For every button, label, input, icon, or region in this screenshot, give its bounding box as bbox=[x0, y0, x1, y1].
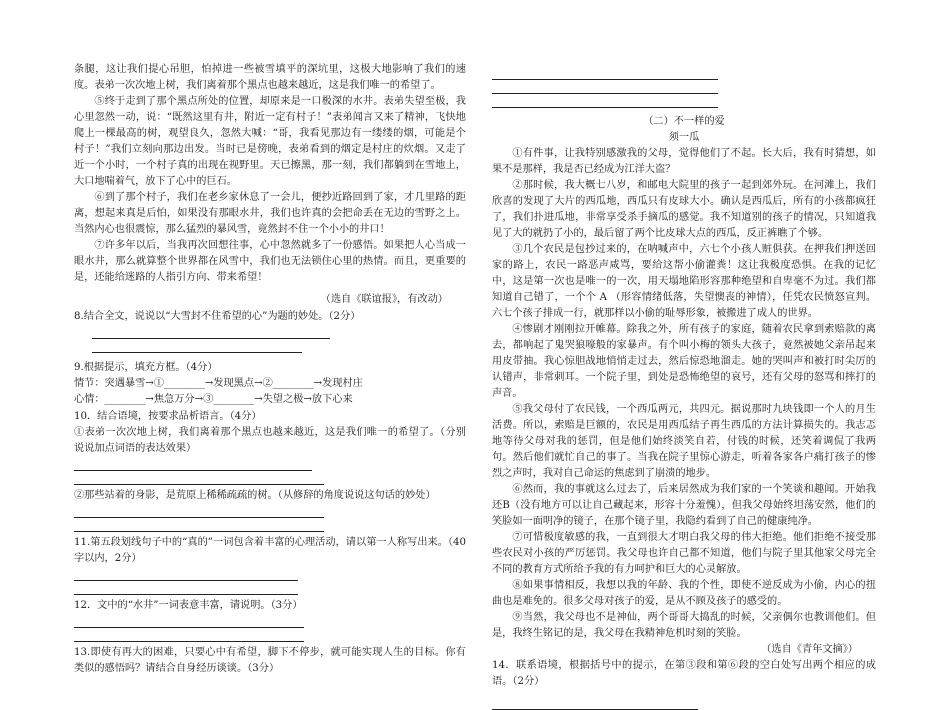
answer-line[interactable] bbox=[74, 518, 324, 532]
question-9: 9.根据提示，填充方框。（4分） bbox=[74, 362, 218, 373]
answer-line[interactable] bbox=[74, 504, 324, 518]
answer-line[interactable] bbox=[74, 614, 304, 628]
article-paragraph-1: ①有件事，让我特别感激我的父母，觉得他们了不起。长大后，我有时猜想，如果不是那样，我是否已经成为江洋大盗？ bbox=[492, 148, 876, 175]
article-author: 须一瓜 bbox=[668, 132, 700, 143]
answer-line[interactable] bbox=[492, 80, 718, 94]
answer-line[interactable] bbox=[74, 471, 324, 485]
article-paragraph-6: ⑥然而，我的事就这么过去了，后来居然成为我们家的一个笑谈和趣闻。开始我还B（没有地方可以让自己藏起来，形容十分羞愧），但我父母始终坦荡安然，他们的笑脸如一面明净的镜子，在那个镜子里，我隐约看到了自己的健康纯净。 bbox=[492, 484, 876, 527]
answer-line[interactable] bbox=[74, 567, 298, 581]
article-paragraph-3: ③几个农民是包抄过来的，在呐喊声中，六七个小孩人赃俱获。在押我们押送回家的路上，农民一路恶声咸骂，要给这帮小偷灌粪！这让我极度恐惧。在我的记忆中，这是第一次也是唯一的一次，用天塌地陷形容那种绝望和自卑毫不为过。我们都知道自己错了，一个个 A （形容情绪低落，失望懊丧的神情），任凭农民愤怒宣判。六七个孩子排成一行，就那样以小偷的耻辱形象，被搬进了成人的世界。 bbox=[492, 244, 876, 319]
question-9-plot-chain: 情节：突遇暴雪→①________→发现黑点→②________→发现村庄 bbox=[74, 378, 363, 389]
answer-line[interactable] bbox=[492, 696, 698, 710]
story-source: （选自《联谊报》，有改动） bbox=[320, 294, 448, 305]
article-paragraph-2: ②那时候，我大概七八岁，和邮电大院里的孩子一起到郊外玩。在河滩上，我们欣喜的发现了大片的西瓜地，西瓜只有皮球大小。确认是西瓜后，所有的小孩都疯狂了，我们扑进瓜地，非常享受杀手摘瓜的感觉。我不知道别的孩子的情况，只知道我见了大的就扔了小的，最后留了两个比皮球大点的西瓜，反正裤瞧了个够。 bbox=[492, 180, 876, 239]
answer-line[interactable] bbox=[492, 94, 718, 108]
section-title: （二）不一样的爱 bbox=[643, 116, 725, 127]
question-8: 8.结合全文，说说以“大雪封不住希望的心”为题的妙处。（2分） bbox=[74, 311, 361, 322]
article-source: （选自《青年文摘》） bbox=[761, 644, 858, 655]
story-paragraph-6: ⑥到了那个村子，我们在老乡家休息了一会儿，便抄近路回到了家，才几里路的距离，想起来真是后怕，如果没有那眼水井，我们也许真的会把命丢在无边的雪野之上。当然内心也很震惊，那么猛烈的暴风雪，竟然封不住一个小小的井口！ bbox=[74, 192, 466, 235]
answer-line[interactable] bbox=[74, 628, 304, 642]
story-paragraph-5: ⑤终于走到了那个黑点所处的位置，却原来是一口极深的水井。表弟失望至极，我心里忽然一动，说：“既然这里有井，附近一定有村子！”表弟闻言又来了精神，飞快地爬上一棵最高的树，观望良久，忽然大喊：“哥，我看见那边有一缕缕的烟，可能是个村子！”我们立刻向那边出发。当时已是傍晚，表弟看到的烟定是村庄的炊烟。又走了近一个小时，一个村子真的出现在视野里。天已擦黑，那一刻，我们都躺到在雪地上，大口地喘着气，放下了心中的巨石。 bbox=[74, 96, 466, 187]
question-9-emotion-chain: 心情：________→焦急万分→③________→失望之极→放下心来 bbox=[74, 394, 353, 405]
question-13: 13.即使有再大的困难，只要心中有希望，脚下不停步，就可能实现人生的目标。你有类似的感悟吗？请结合自身经历谈谈。（3分） bbox=[74, 647, 466, 674]
answer-line[interactable] bbox=[92, 339, 302, 353]
answer-line[interactable] bbox=[74, 457, 312, 471]
story-paragraph-intro: 条腿，这让我们提心吊胆，怕掉进一些被雪填平的深坑里，这极大地影响了我们的速度。表弟一次次地上树，我们离着那个黑点也越来越近，这是我们唯一的希望了。 bbox=[74, 64, 466, 91]
question-10-part-2: ②那些站着的身影，是荒原上稀稀疏疏的树。（从修辞的角度说说这句话的妙处） bbox=[74, 490, 436, 501]
question-11: 11.第五段划线句子中的“真的”一词包含着丰富的心理活动，请以第一人称写出来。（40字以内，2分） bbox=[74, 537, 466, 564]
question-10-part-1: ①表弟一次次地上树，我们离着那个黑点也越来越近，这是我们唯一的希望了。（分别说说加点词语的表达效果） bbox=[74, 427, 466, 454]
answer-line[interactable] bbox=[492, 66, 718, 80]
question-14: 14．联系语境，根据括号中的提示，在第③段和第⑥段的空白处写出两个相应的成语。（2分） bbox=[492, 660, 876, 687]
article-paragraph-9: ⑨当然，我父母也不是神仙，两个哥哥大捣乱的时候，父亲偶尔也教训他们。但是，我终生铭记的是，我父母在我精神危机时刻的笑脸。 bbox=[492, 612, 876, 639]
article-paragraph-5: ⑤我父母付了农民钱，一个西瓜两元，共四元。据说那时九块钱即一个人的月生活费。所以，索赔是巨额的，农民是用西瓜结子再生西瓜的方法计算损失的。我志忑地等待父母对我的惩罚，但是他们始终淡笑自若，付钱的时候，还笑着调侃了我两句。然后他们就忙自己的事了。当我在院子里惊心游走，听着各家各户痛打孩子的惨烈之声时，我对自己命运的焦虑到了崩溃的地步。 bbox=[492, 404, 876, 479]
answer-line[interactable] bbox=[74, 581, 298, 595]
answer-line[interactable] bbox=[92, 325, 330, 339]
left-column bbox=[74, 62, 466, 677]
story-paragraph-7: ⑦许多年以后，当我再次回想往事，心中忽然就多了一份感悟。如果把人心当成一眼水井，那么就算整个世界都在风雪中，我们也无法锁住心里的热情。而且，更重要的是，还能给迷路的人指引方向、带来希望！ bbox=[74, 240, 466, 283]
article-paragraph-4: ④惨剧才刚刚拉开帷幕。除我之外，所有孩子的家庭，随着农民拿到索赔款的离去，都响起了鬼哭狼嚎般的家暴声。有个叫小梅的领头大孩子，竟然被她父亲吊起来用皮带抽。我心惊胆战地悄悄走过去，然后惊恐地溜走。她的哭叫声和被打时尖厉的认错声，非常刺耳。一个院子里，到处是恐怖绝望的哀号，还有父母的怒骂和摔打的声音。 bbox=[492, 324, 876, 399]
question-10: 10．结合语境，按要求品析语言。（4分） bbox=[74, 411, 262, 422]
article-paragraph-8: ⑧如果事情相反，我想以我的年龄、我的个性，即使不逆反成为小偷，内心的扭曲也是难免的。很多父母对孩子的爱，是从不顾及孩子的感受的。 bbox=[492, 580, 876, 607]
question-12: 12．文中的“水井”一词表意丰富，请说明。（3分） bbox=[74, 600, 303, 611]
right-column bbox=[492, 66, 876, 710]
article-paragraph-7: ⑦可惜极度敏感的我，一直到很大才明白我父母的伟大拒绝。他们拒绝不接受那些农民对小孩的严厉惩罚。我父母也许自己都不知道，他们与院子里其他家父母完全不同的教育方式所给予我的有力呵护和巨大的心灵解放。 bbox=[492, 532, 876, 575]
